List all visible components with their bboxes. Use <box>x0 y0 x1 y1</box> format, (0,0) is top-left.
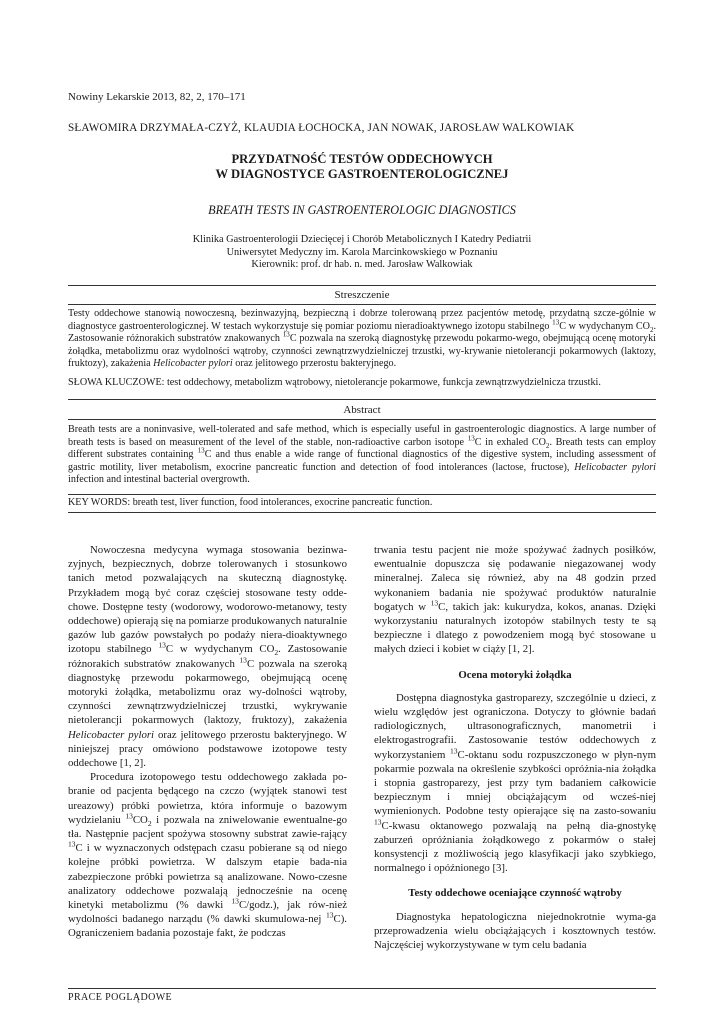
section-heading-gastric-motility: Ocena motoryki żołądka <box>458 668 572 681</box>
journal-citation: Nowiny Lekarskie 2013, 82, 2, 170–171 <box>68 91 246 103</box>
abstract-text: Breath tests are a noninvasive, well-tolerated and safe method, which is especially useful in gastroenterologic diagnostics. A large number of breath tests is based on measurement of the level of the stable, non-radioactive carbon isotope $^{13}$C in exhaled $CO_2$. Breath tests can employ different substrates containing $^{13}$C and thus enable a wide range of functional diagnostics of the digestive system, including assessment of gastric motility, liver metabolism, exocrine pancreatic function and detection of food intolerances (lactose, fructose), Helicobacter pylori infection and intestinal bacterial overgrowth. <box>68 424 657 485</box>
divider-streszczenie-top <box>68 285 656 286</box>
author-list: SŁAWOMIRA DRZYMAŁA-CZYŻ, KLAUDIA ŁOCHOCKA, JAN NOWAK, JAROSŁAW WALKOWIAK <box>68 122 575 134</box>
body-paragraph: Dostępna diagnostyka gastroparezy, szczególnie u dzieci, z wielu względów jest ograniczona. Dotyczy to głównie badań radiologicznych, ultrasonograficznych, manometrii i elektrogastrografii. Zastosowanie testów oddechowych z wykorzystaniem $^{13}$C-oktanu sodu rozpuszczonego w płyn-nym pokarmie pozwala na określenie szybkości opróżnia-nia żołądka i stopnia gastroparezy, jest przy tym badaniem całkowicie bezpiecznym i mniej obciążającym od wcześ-niej wymienionych. Podobne testy opierające się na zasto-sowaniu $^{13}$C-kwasu oktanowego pozwalają na pełną dia-gnostykę zaburzeń opróżniania żołądkowego z pokarmów o stałej konsystencji z możliwością jego klasyfikacji jako szybkiego, normalnego i opóźnionego [3]. <box>374 691 656 875</box>
divider-footer <box>68 988 656 989</box>
divider-abstract-bottom <box>68 419 656 420</box>
streszczenie-heading: Streszczenie <box>334 289 390 301</box>
body-paragraph: Procedura izotopowego testu oddechowego zakłada po-branie od pacjenta będącego na czczo (wyjątek stanowi test ureazowy) próbki powietrza, która informuje o bazowym wydzielaniu $^{13}CO_2$ i pozwala na zniwelowanie ewentualne-go tła. Następnie pacjent spożywa stosowny substrat zawie-rający $^{13}$C i w wyznaczonych odstępach czasu pobierane są od niego kolejne próbki powietrza. W dalszym etapie bada-nia zabezpieczone próbki powietrza są analizowane. Nowo-czesne analizatory oddechowe pozwalają jednocześnie na ocenę kinetyki metabolizmu (% dawki $^{13}$C/godz.), jak rów-nież wydolności badanego narządu (% dawki skumulowa-nej $^{13}$C). Ograniczeniem badania pozostaje fakt, że podczas <box>68 771 348 940</box>
divider-body-top <box>68 512 656 513</box>
affiliation-line-3: Kierownik: prof. dr hab. n. med. Jarosław Walkowiak <box>251 259 473 270</box>
article-title-line-2: W DIAGNOSTYCE GASTROENTEROLOGICZNEJ <box>215 167 509 181</box>
english-title: BREATH TESTS IN GASTROENTEROLOGIC DIAGNOSTICS <box>208 203 516 217</box>
section-heading-liver-function: Testy oddechowe oceniające czynność wątroby <box>408 887 622 900</box>
body-paragraph: trwania testu pacjent nie może spożywać żadnych posiłków, ewentualnie dopuszcza się podawanie niegazowanej wody mineralnej. Zaleca się również, aby na 48 godzin przed wykonaniem badania nie spożywać produktów naturalnie bogatych w $^{13}$C, takich jak: kukurydza, kokos, ananas. Dzięki wykorzystaniu naturalnych izotopów stabilnych testy te są bezpieczne i dlatego z powodzeniem mogą być stosowane u małych dzieci i kobiet w ciąży [1, 2]. <box>374 544 656 656</box>
body-column-left <box>68 543 347 941</box>
streszczenie-text: Testy oddechowe stanowią nowoczesną, bezinwazyjną, bezpieczną i dobrze tolerowaną przez pacjentów metodę, przydatną szcze-gólnie w diagnostyce gastroenterologicznej. W testach wykorzystuje się pomiar poziomu nieradioaktywnego izotopu stabilnego $^{13}$C w wydychanym $CO_2$. Zastosowanie różnorakich substratów znakowanych $^{13}$C pozwala na szeroką diagnostykę przewodu pokarmo-wego, obejmującą ocenę motoryki żołądka, metabolizmu oraz wydolności wątroby, czynności zewnątrzwydzielniczej trzustki, wy-krywanie nietolerancji pokarmowych (laktozy, fruktozy), zakażenia Helicobacter pylori oraz jelitowego przerostu bakteryjnego. <box>68 308 657 369</box>
affiliation-line-1: Klinika Gastroenterologii Dziecięcej i Chorób Metabolicznych I Katedry Pediatrii <box>192 234 532 245</box>
affiliation-line-2: Uniwersytet Medyczny im. Karola Marcinkowskiego w Poznaniu <box>226 246 498 258</box>
body-paragraph: Diagnostyka hepatologiczna niejednokrotnie wyma-ga przeprowadzenia wielu obciążających i kosztownych testów. Najczęściej wykorzystywane w tym celu badania <box>374 910 656 952</box>
divider-keywords-en <box>68 494 656 495</box>
keywords-pl: SŁOWA KLUCZOWE: test oddechowy, metabolizm wątrobowy, nietolerancje pokarmowe, funkcja zewnątrzwydzielnicza trzustki. <box>68 377 601 388</box>
divider-streszczenie-bottom <box>68 304 656 305</box>
article-title-line-1: PRZYDATNOŚĆ TESTÓW ODDECHOWYCH <box>231 152 493 166</box>
body-paragraph: Nowoczesna medycyna wymaga stosowania bezinwa-zyjnych, bezpiecznych, dobrze tolerowanych i stosunkowo tanich metod pozwalających na skuteczną diagnostykę. Przykładem mogą być coraz częściej stosowane testy odde-chowe. Dostępne testy (wodorowy, wodorowo-metanowy, testy oddechowe) opierają się na pomiarze produkowanych naturalnie gazów lub gazów powstałych po podaży niera-dioaktywnego izotopu stabilnego $^{13}$C w wydychanym $CO_2$. Zastosowanie różnorakich substratów znakowanych $^{13}$C pozwala na szeroką diagnostykę przewodu pokarmowego, obejmującą ocenę motoryki żołądka, metabolizmu oraz wy-dolności wątroby, czynności zewnątrzwydzielniczej trzustki, wykrywanie nietolerancji pokarmowych (laktozy, fruktozy), zakażenia Helicobacter pylori oraz jelitowego przerostu bakteryjnego. W niniejszej pracy omówiono podstawowe izotopowe testy oddechowe [1, 2]. <box>68 544 347 770</box>
divider-abstract-top <box>68 399 656 400</box>
affiliation <box>0 234 724 272</box>
article-title <box>0 152 724 182</box>
abstract-heading: Abstract <box>343 404 381 416</box>
body-column-right <box>374 543 656 952</box>
footer-section-label: PRACE POGLĄDOWE <box>68 992 173 1003</box>
keywords-en: KEY WORDS: breath test, liver function, food intolerances, exocrine pancreatic function. <box>68 497 433 508</box>
